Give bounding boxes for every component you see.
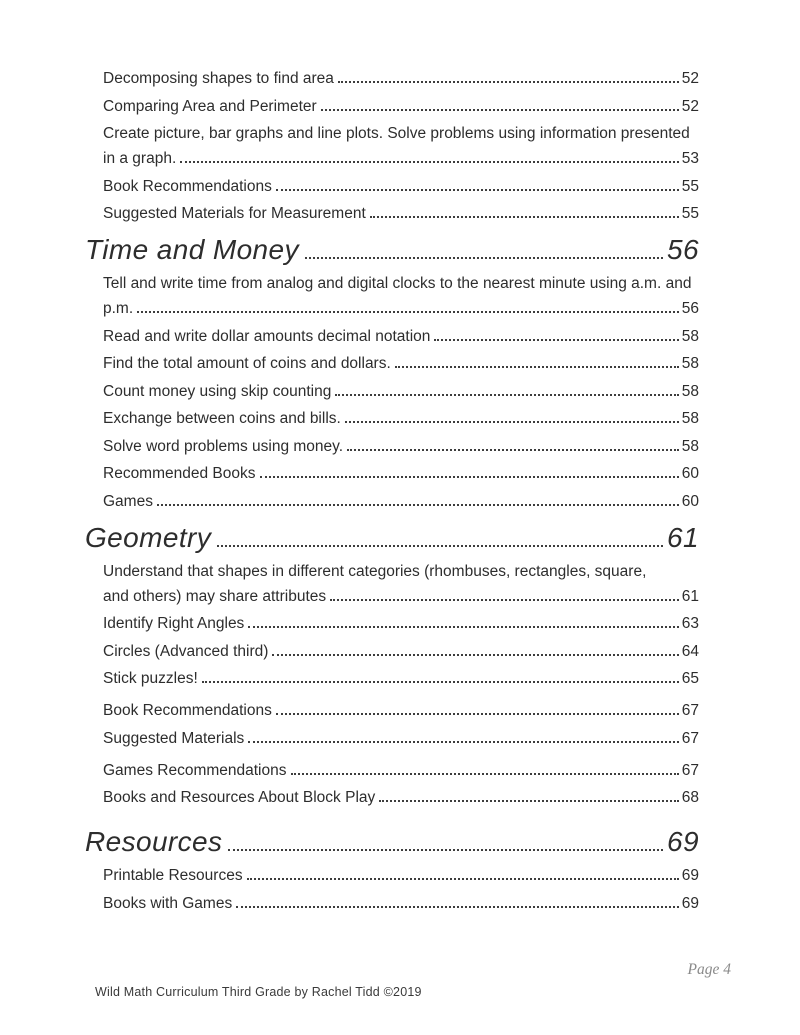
toc-entry-books-and-resources-about-block-play[interactable] xyxy=(103,785,725,810)
dot-leader xyxy=(345,421,679,423)
toc-page-number: 53 xyxy=(681,150,699,167)
toc-row xyxy=(103,201,725,226)
toc-entry-games-recommendations[interactable] xyxy=(103,758,725,783)
toc-entry-title: Solve word problems using money. xyxy=(103,437,344,455)
toc-entry-title: Decomposing shapes to find area xyxy=(103,70,334,87)
toc-entry-title: Find the total amount of coins and dollars. xyxy=(103,355,391,372)
toc-entry-recommended-books[interactable] xyxy=(103,461,725,486)
toc-row xyxy=(103,489,725,514)
toc-entry-read-and-write-dollar-amounts-decimal-notation[interactable] xyxy=(103,324,725,349)
toc-section-heading-resources[interactable] xyxy=(85,824,725,860)
dot-leader xyxy=(330,599,679,601)
toc-page-number: 56 xyxy=(667,234,699,265)
toc-entry-exchange-between-coins-and-bills[interactable] xyxy=(103,406,725,431)
toc-row xyxy=(85,232,725,268)
toc-page-number: 58 xyxy=(681,327,699,345)
toc-entry-title: Stick puzzles! xyxy=(103,670,198,687)
toc-section-heading-time-and-money[interactable] xyxy=(85,232,725,268)
toc-entry-title: Games Recommendations xyxy=(103,761,287,779)
toc-page-number: 67 xyxy=(681,729,699,747)
toc-entry-title: Suggested Materials for Measurement xyxy=(103,205,366,222)
toc-entry-count-money-using-skip-counting[interactable] xyxy=(103,379,725,404)
toc-row xyxy=(103,146,725,171)
toc-row xyxy=(103,94,725,119)
toc-entry-circles-advanced-third[interactable] xyxy=(103,639,725,664)
toc-row xyxy=(103,461,725,486)
dot-leader xyxy=(379,800,678,802)
toc-entry-decomposing-shapes-to-find-area[interactable] xyxy=(103,66,725,91)
toc-row xyxy=(85,824,725,860)
table-of-contents xyxy=(85,66,725,918)
toc-entry-title: Games xyxy=(103,492,153,510)
toc-heading-title: Geometry xyxy=(85,521,212,553)
toc-page-number: 61 xyxy=(667,521,699,553)
toc-page-number: 69 xyxy=(681,894,699,912)
toc-entry-title: in a graph. xyxy=(103,150,177,167)
toc-heading-title: Time and Money xyxy=(85,234,299,265)
toc-row xyxy=(103,726,725,751)
toc-entry-title: Circles (Advanced third) xyxy=(103,642,269,660)
dot-leader xyxy=(338,81,679,83)
toc-row xyxy=(103,351,725,376)
toc-row xyxy=(103,666,725,691)
toc-entry-books-with-games[interactable] xyxy=(103,891,725,916)
toc-entry-suggested-materials[interactable] xyxy=(103,726,725,751)
dot-leader xyxy=(202,681,679,683)
toc-entry-title: p.m. xyxy=(103,300,134,317)
dot-leader xyxy=(335,394,678,396)
toc-row xyxy=(103,434,725,459)
toc-row xyxy=(103,406,725,431)
dot-leader xyxy=(276,189,679,191)
toc-entry-title: Suggested Materials xyxy=(103,729,245,747)
dot-leader xyxy=(276,713,679,715)
toc-row xyxy=(103,379,725,404)
page-number-label: Page 4 xyxy=(687,961,731,978)
toc-page-number: 60 xyxy=(681,492,699,510)
toc-entry-book-recommendations[interactable] xyxy=(103,698,725,723)
toc-page-number: 58 xyxy=(681,410,699,427)
dot-leader xyxy=(347,449,679,451)
toc-row xyxy=(103,785,725,810)
toc-entry-comparing-area-and-perimeter[interactable] xyxy=(103,94,725,119)
toc-entry-games[interactable] xyxy=(103,489,725,514)
toc-page-number: 60 xyxy=(681,465,699,482)
dot-leader xyxy=(217,545,663,547)
toc-row xyxy=(103,758,725,783)
toc-row xyxy=(103,639,725,664)
toc-entry-title: Identify Right Angles xyxy=(103,615,245,632)
toc-entry-title: Exchange between coins and bills. xyxy=(103,410,341,427)
dot-leader xyxy=(434,339,678,341)
toc-row xyxy=(103,584,725,609)
toc-entry-title: and others) may share attributes xyxy=(103,587,327,605)
toc-page-number: 64 xyxy=(681,642,699,660)
toc-page-number: 61 xyxy=(681,587,699,605)
toc-entry-title: Books and Resources About Block Play xyxy=(103,789,376,806)
toc-page-number: 58 xyxy=(681,355,699,372)
toc-entry-title: Book Recommendations xyxy=(103,702,272,719)
toc-page-number: 52 xyxy=(681,97,699,115)
toc-entry-title: Book Recommendations xyxy=(103,177,272,195)
toc-row xyxy=(103,296,725,321)
toc-entry-book-recommendations[interactable] xyxy=(103,174,725,199)
toc-heading-title: Resources xyxy=(85,826,223,857)
toc-entry-printable-resources[interactable] xyxy=(103,863,725,888)
toc-entry-find-the-total-amount-of-coins-and-dollars[interactable] xyxy=(103,351,725,376)
toc-entry-title: Read and write dollar amounts decimal notation xyxy=(103,327,431,345)
toc-page-number: 55 xyxy=(681,177,699,195)
toc-row xyxy=(85,520,725,556)
toc-entry-title: Recommended Books xyxy=(103,465,256,482)
toc-row xyxy=(103,324,725,349)
dot-leader xyxy=(247,878,679,880)
toc-section-heading-geometry[interactable] xyxy=(85,520,725,556)
toc-entry-stick-puzzles[interactable] xyxy=(103,666,725,691)
toc-page-number: 69 xyxy=(681,867,699,884)
toc-page-number: 63 xyxy=(681,615,699,632)
toc-page-number: 56 xyxy=(681,300,699,317)
dot-leader xyxy=(236,906,679,908)
toc-page-number: 69 xyxy=(667,826,699,857)
toc-row xyxy=(103,891,725,916)
toc-entry-title: Comparing Area and Perimeter xyxy=(103,97,317,115)
toc-entry-suggested-materials-for-measurement[interactable] xyxy=(103,201,725,226)
dot-leader xyxy=(370,216,679,218)
toc-entry-identify-right-angles[interactable] xyxy=(103,611,725,636)
toc-entry-wrapped-text: Tell and write time from analog and digital clocks to the nearest minute using a.m. and xyxy=(103,275,692,292)
toc-entry-wrapped-text: Understand that shapes in different categories (rhombuses, rectangles, square, xyxy=(103,562,647,580)
toc-entry-title: Count money using skip counting xyxy=(103,382,332,400)
dot-leader xyxy=(260,476,679,478)
toc-entry-understand-that-shapes-in-different-categories-rhombuses-rectangles-square[interactable] xyxy=(103,559,725,609)
dot-leader xyxy=(305,257,663,259)
dot-leader xyxy=(248,741,678,743)
dot-leader xyxy=(291,773,679,775)
toc-page-number: 67 xyxy=(681,761,699,779)
toc-row xyxy=(103,863,725,888)
dot-leader xyxy=(272,654,678,656)
toc-page-number: 68 xyxy=(681,789,699,806)
toc-row xyxy=(103,698,725,723)
toc-page-number: 65 xyxy=(681,670,699,687)
dot-leader xyxy=(248,626,678,628)
toc-row xyxy=(103,174,725,199)
dot-leader xyxy=(228,849,663,851)
toc-page-number: 67 xyxy=(681,702,699,719)
dot-leader xyxy=(157,504,679,506)
dot-leader xyxy=(180,161,679,163)
copyright-footer: Wild Math Curriculum Third Grade by Rachel Tidd ©2019 xyxy=(95,985,422,999)
toc-entry-solve-word-problems-using-money[interactable] xyxy=(103,434,725,459)
toc-entry-tell-and-write-time-from-analog-and-digital-clocks-to-the-nearest-minute-using-a-m-and[interactable] xyxy=(103,271,725,321)
dot-leader xyxy=(321,109,679,111)
toc-entry-wrapped-text: Create picture, bar graphs and line plots. Solve problems using information presented xyxy=(103,125,690,142)
dot-leader xyxy=(395,366,679,368)
toc-entry-title: Printable Resources xyxy=(103,867,243,884)
toc-page-number: 58 xyxy=(681,382,699,400)
toc-page-number: 58 xyxy=(681,437,699,455)
toc-row xyxy=(103,66,725,91)
toc-page-number: 55 xyxy=(681,205,699,222)
toc-page-number: 52 xyxy=(681,70,699,87)
toc-entry-create-picture-bar-graphs-and-line-plots-solve-problems-using-information-presented[interactable] xyxy=(103,121,725,171)
dot-leader xyxy=(137,311,679,313)
toc-row xyxy=(103,611,725,636)
toc-entry-title: Books with Games xyxy=(103,894,233,912)
